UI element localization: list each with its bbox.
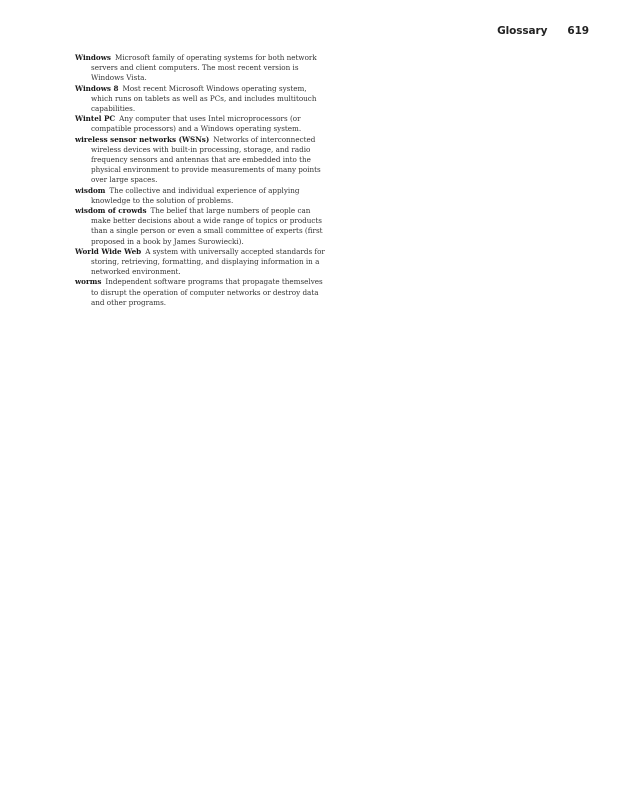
glossary-term: wireless sensor networks (WSNs) [75,134,210,144]
page-number: 619 [567,25,589,37]
glossary-definition: Any computer that uses Intel microprocessors (or compatible processors) and a Windows operating system. [91,114,302,134]
glossary-term: Wintel PC [75,114,116,124]
glossary-definition: A system with universally accepted standards for storing, retrieving, formatting, and displaying information in a networked environment. [91,246,325,277]
glossary-term: wisdom of crowds [75,206,147,216]
glossary-entry [75,277,325,308]
glossary-definition: Most recent Microsoft Windows operating system, which runs on tablets as well as PCs, and includes multitouch capabilities. [91,83,317,114]
glossary-entry [75,114,325,134]
glossary-term: worms [75,277,102,287]
glossary-entry [75,135,325,186]
section-title: Glossary [497,25,548,37]
glossary-entry [75,206,325,247]
running-head [497,25,589,39]
glossary-entry [75,84,325,115]
glossary-definition: Networks of interconnected wireless devices with built-in processing, storage, and radio frequency sensors and antennas that are embedded into the physical environment to provide measurements of many points over large spaces. [91,134,321,185]
glossary-term: Windows 8 [75,83,119,93]
glossary-definition: The collective and individual experience of applying knowledge to the solution of problems. [91,185,300,205]
glossary-term: World Wide Web [75,246,142,256]
glossary-term: Windows [75,53,111,62]
glossary-list [75,53,325,308]
glossary-definition: The belief that large numbers of people can make better decisions about a wide range of topics or products than a single person or even a small committee of experts (first proposed in a book by James Surowiecki). [91,206,323,246]
glossary-term: wisdom [75,185,106,195]
glossary-definition: Independent software programs that propagate themselves to disrupt the operation of computer networks or destroy data and other programs. [91,277,323,307]
glossary-entry [75,247,325,278]
glossary-definition: Microsoft family of operating systems for both network servers and client computers. The most recent version is Windows Vista. [91,53,317,83]
glossary-entry [75,186,325,206]
glossary-entry [75,53,325,84]
